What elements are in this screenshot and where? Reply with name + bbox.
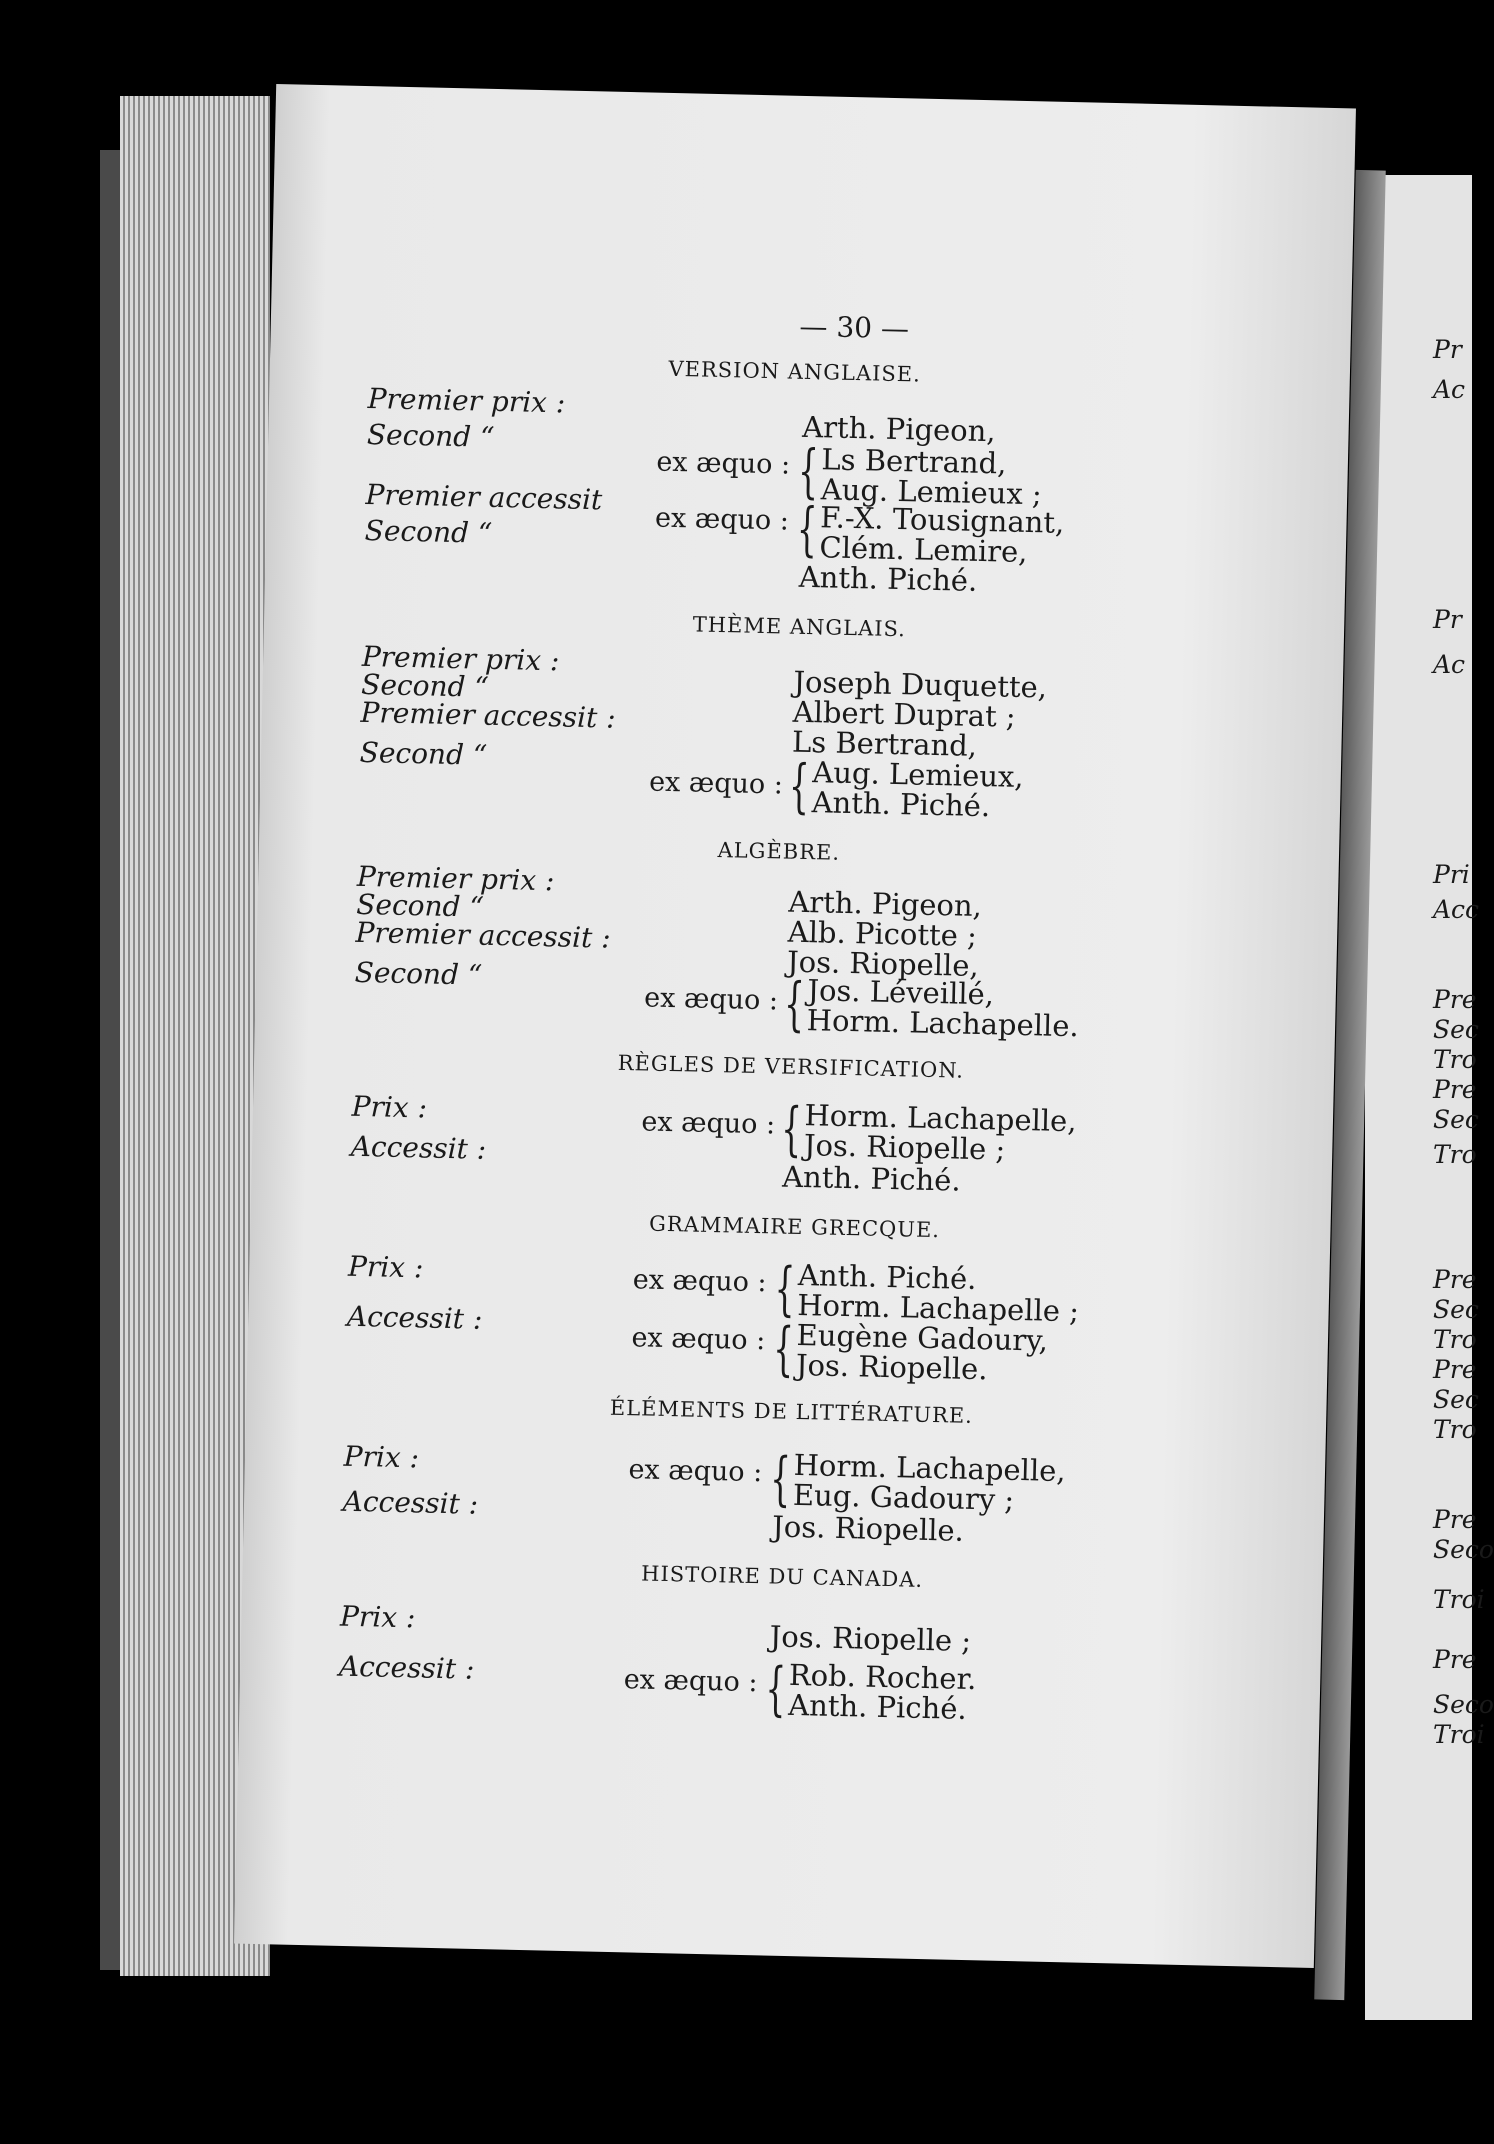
page-content xyxy=(336,300,1129,1797)
ex-aequo-tag: ex æquo : xyxy=(641,1106,776,1141)
facing-page-fragment: Pr xyxy=(1433,335,1462,364)
facing-page-fragment: Tro xyxy=(1433,1415,1477,1444)
award-label: Prix : xyxy=(347,1249,424,1285)
student-name: Eug. Gadoury ; xyxy=(792,1477,1015,1517)
facing-page-fragment: Pr xyxy=(1433,605,1462,634)
section-heading: ÉLÉMENTS DE LITTÉRATURE. xyxy=(609,1395,974,1428)
brace: { xyxy=(764,1654,787,1723)
student-name: Horm. Lachapelle. xyxy=(806,1003,1080,1044)
brace: { xyxy=(796,494,818,564)
student-name: Clém. Lemire, xyxy=(819,530,1028,569)
student-name: Joseph Duquette, xyxy=(793,664,1048,705)
student-name: Anth. Piché. xyxy=(798,559,978,598)
page-number: — 30 — xyxy=(799,309,910,346)
student-name: Anth. Piché. xyxy=(787,1687,968,1726)
student-name: F.-X. Tousignant, xyxy=(819,500,1065,540)
award-label: Premier accessit : xyxy=(355,915,612,955)
ex-aequo-tag: ex æquo : xyxy=(648,766,784,801)
award-label: Prix : xyxy=(339,1599,416,1635)
student-name: Jos. Riopelle ; xyxy=(769,1619,972,1658)
student-name: Horm. Lachapelle, xyxy=(804,1098,1077,1139)
facing-page-fragment: Ac xyxy=(1433,375,1466,404)
award-label: Premier prix : xyxy=(356,859,555,898)
award-label: Second “ xyxy=(355,887,485,924)
student-name: Ls Bertrand, xyxy=(821,442,1007,481)
student-name: Jos. Riopelle, xyxy=(786,944,980,983)
student-name: Rob. Rocher. xyxy=(788,1657,977,1697)
student-name: Horm. Lachapelle ; xyxy=(796,1287,1080,1329)
facing-page-fragment: Tro xyxy=(1433,1140,1477,1169)
facing-page-fragment: Troi xyxy=(1433,1585,1485,1614)
facing-page xyxy=(1365,175,1494,2020)
student-name: Jos. Léveillé, xyxy=(807,973,995,1012)
student-name: Jos. Riopelle ; xyxy=(803,1128,1006,1167)
facing-page-fragment: Pre xyxy=(1433,1645,1477,1674)
ex-aequo-tag: ex æquo : xyxy=(643,982,779,1017)
student-name: Albert Duprat ; xyxy=(792,694,1017,734)
award-label: Prix : xyxy=(343,1439,420,1475)
student-name: Aug. Lemieux ; xyxy=(820,472,1043,512)
award-label: Accessit : xyxy=(350,1129,487,1166)
section-heading: VERSION ANGLAISE. xyxy=(668,356,922,387)
facing-page-fragment: Seco xyxy=(1433,1690,1494,1719)
student-name: Anth. Piché. xyxy=(811,785,991,824)
facing-page-fragment: Acc xyxy=(1433,895,1480,924)
award-label: Second “ xyxy=(360,667,490,704)
facing-page-fragment: Ac xyxy=(1433,650,1466,679)
student-name: Horm. Lachapelle, xyxy=(793,1447,1066,1489)
brace: { xyxy=(780,1094,803,1163)
brace: { xyxy=(773,1254,796,1323)
student-name: Arth. Pigeon, xyxy=(801,409,997,449)
student-name: Arth. Pigeon, xyxy=(788,884,983,924)
ex-aequo-tag: ex æquo : xyxy=(628,1454,763,1489)
award-label: Second “ xyxy=(364,513,493,550)
ex-aequo-tag: ex æquo : xyxy=(656,446,791,481)
student-name: Anth. Piché. xyxy=(797,1257,977,1297)
facing-page-fragment: Pre xyxy=(1433,1505,1477,1534)
award-label: Accessit : xyxy=(338,1649,475,1686)
ex-aequo-tag: ex æquo : xyxy=(631,1322,766,1357)
section-heading: RÈGLES DE VERSIFICATION. xyxy=(617,1050,965,1083)
student-name: Jos. Riopelle. xyxy=(795,1347,988,1387)
award-label: Premier prix : xyxy=(367,381,566,420)
brace: { xyxy=(797,436,820,506)
brace: { xyxy=(788,751,811,821)
award-label: Premier prix : xyxy=(361,639,560,678)
student-name: Eugène Gadoury, xyxy=(796,1317,1049,1358)
facing-page-fragment: Pri xyxy=(1433,860,1470,889)
facing-page-fragment: Tro xyxy=(1433,1325,1477,1354)
facing-page-fragment: Pre xyxy=(1433,1265,1477,1294)
section-heading: GRAMMAIRE GRECQUE. xyxy=(648,1211,941,1243)
award-label: Second “ xyxy=(354,955,483,992)
award-label: Accessit : xyxy=(346,1299,483,1336)
ex-aequo-tag: ex æquo : xyxy=(632,1264,767,1299)
student-name: Aug. Lemieux, xyxy=(812,755,1024,794)
brace: { xyxy=(772,1314,795,1383)
facing-page-fragment: Sec xyxy=(1433,1295,1479,1324)
award-label: Premier accessit xyxy=(365,477,603,517)
section-heading: HISTOIRE DU CANADA. xyxy=(640,1561,924,1592)
student-name: Alb. Picotte ; xyxy=(787,914,978,953)
facing-page-fragment: Sec xyxy=(1433,1385,1479,1414)
student-name: Jos. Riopelle. xyxy=(771,1509,965,1548)
award-label: Second “ xyxy=(366,417,495,454)
award-label: Accessit : xyxy=(342,1484,479,1521)
award-label: Second “ xyxy=(359,735,488,772)
ex-aequo-tag: ex æquo : xyxy=(654,502,790,537)
facing-page-fragment: Tro xyxy=(1433,1045,1477,1074)
student-name: Anth. Piché. xyxy=(781,1159,962,1198)
award-label: Prix : xyxy=(351,1089,428,1125)
facing-page-fragment: Pre xyxy=(1433,985,1477,1014)
facing-page-fragment: Sec xyxy=(1433,1015,1479,1044)
award-label: Premier accessit : xyxy=(360,695,617,735)
facing-page-fragment: Troi xyxy=(1433,1720,1485,1749)
facing-page-fragment: Pre xyxy=(1433,1075,1477,1104)
section-heading: THÈME ANGLAIS. xyxy=(692,612,907,642)
facing-page-fragment: Pre xyxy=(1433,1355,1477,1384)
facing-page-fragment: Seco xyxy=(1433,1535,1494,1564)
facing-page-fragment: Sec xyxy=(1433,1105,1479,1134)
brace: { xyxy=(769,1444,792,1513)
section-heading: ALGÈBRE. xyxy=(717,838,841,865)
ex-aequo-tag: ex æquo : xyxy=(623,1664,758,1699)
student-name: Ls Bertrand, xyxy=(791,724,978,763)
brace: { xyxy=(783,969,806,1039)
